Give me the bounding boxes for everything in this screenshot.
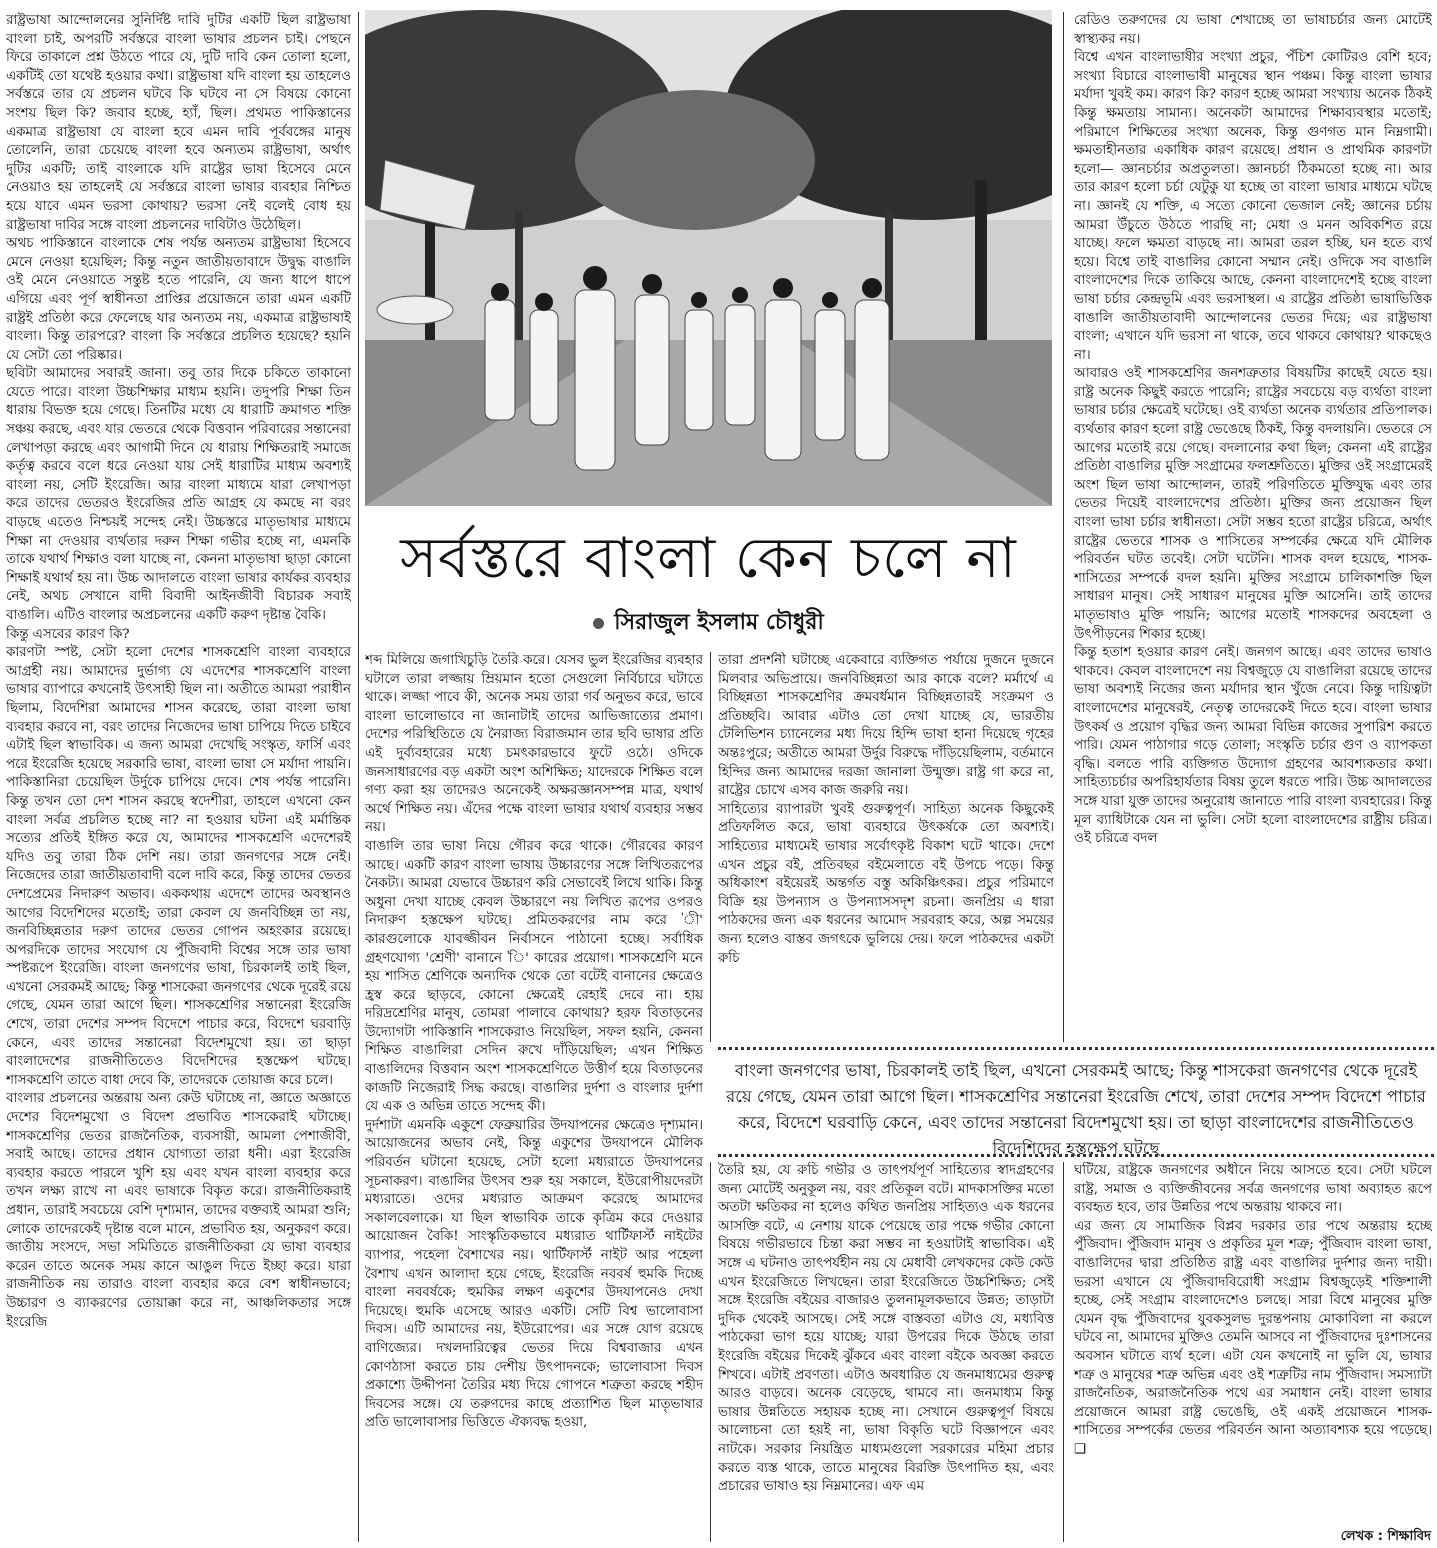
paragraph: শব্দ মিলিয়ে জগাখিচুড়ি তৈরি করে। যেসব ভুল ইংরেজির ব্যবহার ঘটালে তারা লজ্জায় ম্রিয়মান হতো সেগুলো নির্বিচারে ঘটাতে থাকে। লজ্জা পাবে কী, অনেক সময় তারা গর্ব অনুভব করে, ভাবে বাংলা ভালোভাবে না জানাটাই তাদের আভিজাত্যের প্রমাণ। দেশের পরিস্থিতিতে যে নৈরাজ্য বিরাজমান তার ছবি ভাষার প্রতি এই দুর্ব্যবহারের মধ্যে চমৎকারভাবে ফুটে ওঠে। ওদিকে জনসাধারণের বড় একটা অংশ অশিক্ষিত; যাদেরকে শিক্ষিত বলে গণ্য করা হয় তাদেরও অনেকেই অক্ষরজ্ঞানসম্পন্ন মাত্র, যথার্থ অর্থে শিক্ষিত নয়। এঁদের পক্ষে বাংলা ভাষার যথার্থ ব্যবহার সম্ভব নয়। [365, 653, 703, 836]
author-name: সিরাজুল ইসলাম চৌধুরী [614, 610, 824, 635]
paragraph: বাঙালি তার ভাষা নিয়ে গৌরব করে থাকে। গৌরবের কারণ আছে। একটি কারণ বাংলা ভাষায় উচ্চারণের সঙ্গে লিখিতরূপের নৈকট্য। আমরা যেভাবে উচ্চারণ করি সেভাবেই লিখে থাকি। কিন্তু অধুনা দেখা যাচ্ছে কেবল উচ্চারণে নয় লিখিত রূপের ওপরও নিদারুণ হস্তক্ষেপ ঘটছে। প্রমিতকরণের নাম করে 'ী' কারগুলোকে যাবজ্জীবন নির্বাসনে পাঠানো হচ্ছে। সর্বাধিক গ্রহণযোগ্য 'শ্রেণী' বানানে 'ি' কারের প্রয়োগ। শাসকশ্রেণি মনে হয় শাসিত শ্রেণিকে অন্যদিক থেকে তো বটেই বানানের ক্ষেত্রেও হ্রস্ব করে ছাড়বে, কোনো ক্ষেত্রেই রেহাই দেবে না। হায় দরিদ্রশ্রেণির মানুষ, তোমরা পালাবে কোথায়? হরফ বিতাড়নের উদ্যোগটা পাকিস্তানি শাসকেরাও নিয়েছিল, সফল হয়নি, কেননা শিক্ষিত বাঙালিরা সেদিন রুখে দাঁড়িয়েছিল; এখন শিক্ষিত বাঙালিদের বিত্তবান অংশ শাসকশ্রেণিতে উত্তীর্ণ হয়ে বিতাড়নের কাজটি নিজেরাই সিদ্ধ করছে। বাঙালির দুর্দশা ও বাংলার দুর্দশা যে এক ও অভিন্ন তাতে সন্দেহ কী। [365, 838, 703, 1115]
photo-icon [365, 10, 1052, 506]
paragraph: কারণটা স্পষ্ট, সেটা হলো দেশের শাসকশ্রেণি বাংলা ব্যবহারে আগ্রহী নয়। আমাদের দুর্ভাগ্য যে এদেশের শাসকশ্রেণি বাংলা ভাষার ব্যাপারে কখনোই উৎসাহী ছিল না। অতীতে আমরা পরাধীন ছিলাম, বিদেশিরা আমাদের শাসন করেছে, তারা বাংলা ভাষা ব্যবহার করবে না, বরং তাদের নিজেদের ভাষা চাপিয়ে দিতে চাইবে এটাই ছিল স্বাভাবিক। এ জন্য আমরা দেখেছি সংস্কৃত, ফার্সি এবং পরে ইংরেজি হয়েছে সরকারি ভাষা, বাংলা ভাষা সে মর্যাদা পায়নি। পাকিস্তানিরা চেয়েছিল উর্দুকে চাপিয়ে দেবে। শেষ পর্যন্ত পারেনি। কিন্তু তখন তো দেশ শাসন করছে স্বদেশীরা, তাহলে এখনো কেন বাংলা সর্বত্র প্রচলিত হচ্ছে না? না হওয়ার ঘটনা এই মর্মান্তিক সত্যের প্রতিই ইঙ্গিত করে যে, আমাদের শাসকশ্রেণি এদেশেরই যদিও তবু তারা ঠিক দেশি নয়। তারা জনগণের সঙ্গে নেই। নিজেদের তারা জাতীয়তাবাদী বলে দাবি করে, কিন্তু তাদের ভেতর দেশপ্রেমের নিদারুণ অভাব। এককথায় এদেশে তাদের অবস্থানও আগের বিদেশিদের মতোই; তারা কেবল যে জনবিচ্ছিন্ন তা নয়, জনবিচ্ছিন্নতার দরুণ তাদের ভেতর গোপন অহংকার রয়েছে। অপরদিকে তাদের সংযোগ যে পুঁজিবাদী বিশ্বের সঙ্গে তার ভাষা স্পষ্টরূপে ইংরেজি। বাংলা জনগণের ভাষা, চিরকালই তাই ছিল, এখনো সেরকমই আছে; কিন্তু শাসকেরা জনগণের থেকে দূরেই রয়ে গেছে, যেমন তারা আগে ছিল। শাসকশ্রেণির সন্তানেরা ইংরেজি শেখে, তারা দেশের সম্পদ বিদেশে পাচার করে, বিদেশে ঘরবাড়ি কেনে, এবং তাদের সন্তানেরা বিদেশমুখো হয়। তা ছাড়া বাংলাদেশের রাজনীতিতেও বিদেশিদের হস্তক্ষেপ ঘটছে। শাসকশ্রেণি তাতে বাধা দেবে কি, তাদেরকে তোয়াজ করে চলে। [6, 645, 351, 1088]
pull-quote: বাংলা জনগণের ভাষা, চিরকালই তাই ছিল, এখনো সেরকমই আছে; কিন্তু শাসকেরা জনগণের থেকে দূরেই রয়ে গেছে, যেমন তারা আগে ছিল। শাসকশ্রেণির সন্তানেরা ইংরেজি শেখে, তারা দেশের সম্পদ বিদেশে পাচার করে, বিদেশে ঘরবাড়ি কেনে, এবং তাদের সন্তানেরা বিদেশমুখো হয়। তা ছাড়া বাংলাদেশের রাজনীতিতেও বিদেশিদের হস্তক্ষেপ ঘটছে [718, 1047, 1434, 1157]
paragraph: কিন্তু এসবের কারণ কি? [6, 626, 130, 642]
column-3-bottom [718, 1162, 1054, 1542]
column-2 [365, 652, 703, 1542]
paragraph: অথচ পাকিস্তানে বাংলাকে শেষ পর্যন্ত অন্যতম রাষ্ট্রভাষা হিসেবে মেনে নেওয়া হয়েছিল; কিন্তু নতুন জাতীয়তাবাদে উদ্বুদ্ধ বাঙালি ওই মেনে নেওয়াতে সন্তুষ্ট হতে পারেনি, যে জন্য ধাপে ধাপে এগিয়ে এবং পূর্ণ স্বাধীনতা প্রাপ্তির প্রয়োজনে তারা এমন একটি রাষ্ট্রই প্রতিষ্ঠা করে ফেলেছে যার অন্যতম নয়, একমাত্র রাষ্ট্রভাষাই বাংলা। কিন্তু তারপরে? বাংলা কি সর্বস্তরে প্রচলিত হয়েছে? হয়নি যে সেটা তো পরিষ্কার। [6, 236, 351, 363]
column-divider [358, 12, 359, 1542]
column-3-top [718, 652, 1054, 1038]
paragraph: বাংলার প্রচলনের অন্তরায় অন্য কেউ ঘটাচ্ছে না, জ্ঞাতে অজ্ঞাতে দেশের বিদেশমুখো ও বিদেশ প্রভাবিত শাসকেরাই ঘটাচ্ছে। শাসকশ্রেণির ভেতর রাজনৈতিক, ব্যবসায়ী, আমলা পেশাজীবী, সবাই আছে। তাদের প্রধান যোগ্যতা তারা ধনী। এরা ইংরেজি ব্যবহার করতে পারলে খুশি হয় এবং যখন বাংলা ব্যবহার করে তখন লক্ষ্য রাখে না এবং ভাষাকে বিকৃত করে। রাজনীতিকরাই প্রধান, তারাই সবচেয়ে বেশি দৃশ্যমান, তাদের বক্তব্যই আমরা শুনি; লোকে তাদেরকেই দৃষ্টান্ত বলে মানে, প্রভাবিত হয়, অনুকরণ করে। জাতীয় সংসদে, সভা সমিতিতে রাজনীতিকরা যে ভাষা ব্যবহার করেন তাতে অনেক সময় কানে আঙুল দিতে ইচ্ছা করে। যারা রাজনীতিক নয় তারাও বাংলা ব্যবহার করে বেশ স্বাধীনভাবে; উচ্চারণ ও ব্যাকরণের তোয়াক্কা করে না, আঞ্চলিকতার সঙ্গে ইংরেজি [6, 1091, 351, 1330]
column-divider [1063, 1162, 1064, 1542]
column-1 [6, 12, 351, 1542]
paragraph: তারা প্রদর্শনী ঘটাচ্ছে একেবারে ব্যক্তিগত পর্যায়ে দুজনে দুজনে মিলবার অভিপ্রায়ে। জনবিচ্ছিন্নতা আর কাকে বলে? মর্মার্থে এ বিচ্ছিন্নতা শাসকশ্রেণির ক্রমবর্ধমান বিচ্ছিন্নতারই সংক্রমণ ও প্রতিচ্ছবি। আবার এটাও তো দেখা যাচ্ছে যে, ভারতীয় টেলিভিশন চ্যানেলের মধ্য দিয়ে হিন্দি ভাষা হানা দিয়েছে গৃহের অন্তঃপুরে; অতীতে আমরা উর্দুর বিরুদ্ধে দাঁড়িয়েছিলাম, বর্তমানে হিন্দির জন্য আমাদের দরজা জানালা উন্মুক্ত। রাষ্ট্র গা করে না, রাষ্ট্রের চোখে এসব কাজ জরুরি নয়। [718, 653, 1054, 799]
paragraph: এর জন্য যে সামাজিক বিপ্লব দরকার তার পথে অন্তরায় হচ্ছে পুঁজিবাদ। পুঁজিবাদ মানুষ ও প্রকৃতির মূল শত্রু; পুঁজিবাদ বাংলা ভাষা, বাঙালিদের দ্বারা প্রতিষ্ঠিত রাষ্ট্র এবং বাঙালির দুর্দশার জন্য দায়ী। ভরসা এখানে যে পুঁজিবাদবিরোধী সংগ্রাম বিশ্বজুড়েই শক্তিশালী হচ্ছে, সেই সংগ্রাম বাংলাদেশেও চলছে। সারা বিশ্বে মানুষের মুক্তি যেমন বৃদ্ধ পুঁজিবাদের যুবকসুলভ দুরন্তপনায় মোকাবিলা না করলে ঘটবে না, আমাদের মুক্তিও তেমনি আসবে না পুঁজিবাদের দুঃশাসনের অবসান ঘটাতে ব্যর্থ হলে। এটা যেন কখনোই না ভুলি যে, ভাষার শত্রু ও মানুষের শত্রু অভিন্ন এবং ওই শত্রুটির নাম পুঁজিবাদ। সমস্যাটা রাজনৈতিক, অরাজনৈতিক পথে এর সমাধান নেই। বাংলা ভাষার প্রয়োজনে আমরা রাষ্ট্র ভেঙেছি, ওই একই প্রয়োজনে শাসক-শাসিতের সম্পর্কের ভেতর পরিবর্তন আনা অত্যাবশ্যক হয়ে পড়েছে। ❏ [1074, 1218, 1432, 1457]
paragraph: কিন্তু হতাশ হওয়ার কারণ নেই। জনগণ আছে। এবং তাদের ভাষাও থাকবে। কেবল বাংলাদেশে নয় বিশ্বজুড়ে যে বাঙালিরা রয়েছে তাদের ভাষা অবশ্যই নিজের জন্য মর্যাদার স্থান খুঁজে নেবে। কিন্তু দায়িত্বটা বাংলাদেশের মানুষেরই, নেতৃত্ব তাদেরকেই দিতে হবে। বাংলা ভাষার উৎকর্ষ ও প্রয়োগ বৃদ্ধির জন্য আমরা বিভিন্ন কাজের সুপারিশ করতে পারি। যেমন পাঠাগার গড়ে তোলা; সংস্কৃতি চর্চার গুণ ও ব্যাপকতা বৃদ্ধি। বলতে পারি ব্যক্তিগত উদ্যোগ গ্রহণের আবশ্যকতার কথা। সাহিত্যচর্চার অপরিহার্যতার বিষয় তুলে ধরতে পারি। উচ্চ আদালতের সঙ্গে যারা যুক্ত তাদের অনুরোধ জানাতে পারি বাংলা ব্যবহারের। কিন্তু মূল ব্যাধিটাকে যেন না ভুলি। সেটা হলো বাংলাদেশের রাষ্ট্রীয় চরিত্র। ওই চরিত্রে বদল [1074, 645, 1432, 847]
paragraph: রেডিও তরুণদের যে ভাষা শেখাচ্ছে তা ভাষাচর্চার জন্য মোটেই স্বাস্থ্যকর নয়। [1074, 13, 1432, 47]
paragraph: রাষ্ট্রভাষা আন্দোলনের সুনির্দিষ্ট দাবি দুটির একটি ছিল রাষ্ট্রভাষা বাংলা চাই, অপরটি সর্বস্তরে বাংলা ভাষার প্রচলন চাই। পেছনে ফিরে তাকালে প্রশ্ন উঠতে পারে যে, দুটি দাবি কেন তোলা হলো, একটিই তো যথেষ্ট হওয়ার কথা। রাষ্ট্রভাষা যদি বাংলা হয় তাহলেও সর্বস্তরে তার যে প্রচলন ঘটবে কি ঘটবে না সে বিষয়ে কোনো সংশয় ছিল কি? জবাব হচ্ছে, হ্যাঁ, ছিল। প্রথমত পাকিস্তানের একমাত্র রাষ্ট্রভাষা যে বাংলা হবে এমন দাবি পূর্ববঙ্গের মানুষ তোলেনি, তারা চেয়েছে বাংলা হবে অন্যতম রাষ্ট্রভাষা, অর্থাৎ দুটির একটি; তাই বাংলাকে যদি রাষ্ট্রের ভাষা হিসেবে মেনে নেওয়াও হয় তাহলেই যে সর্বস্তরে বাংলা ভাষার ব্যবহার নিশ্চিত হয়ে যাবে এমন ভরসা কোথায়? ভরসা নেই বলেই বোধ হয় রাষ্ট্রভাষা দাবির সঙ্গে বাংলা প্রচলনের দাবিটাও উঠেছিল। [6, 13, 351, 233]
bullet-icon [593, 618, 604, 629]
column-divider [1063, 12, 1064, 1042]
headline: সর্বস্তরে বাংলা কেন চলে না [400, 526, 1017, 591]
paragraph: আবারও ওই শাসকশ্রেণির জনশত্রুতার বিষয়টির কাছেই যেতে হয়। রাষ্ট্র অনেক কিছুই করতে পারেনি; রাষ্ট্রের সবচেয়ে বড় ব্যর্থতা বাংলা ভাষার চর্চার ক্ষেত্রেই ঘটেছে। ওই ব্যর্থতা অনেক ব্যর্থতার প্রতিপালক। ব্যর্থতার কারণ হলো রাষ্ট্র ভেঙেছে ঠিকই, কিন্তু বদলায়নি। ভেতরে সে আগের মতোই রয়ে গেছে। বদলানোর কথা ছিল; কেননা এই রাষ্ট্রের প্রতিষ্ঠা বাঙালির মুক্তি সংগ্রামের ফলশ্রুতিতে। মুক্তির ওই সংগ্রামেরই অংশ ছিল ভাষা আন্দোলন, তারই পরিণতিতে মুক্তিযুদ্ধ এবং তার ভেতর দিয়েই বাংলাদেশের প্রতিষ্ঠা। মুক্তির জন্য প্রয়োজন ছিল বাংলা ভাষা চর্চার স্বাধীনতা। সেটা সম্ভব হতো রাষ্ট্রের চরিত্রে, অর্থাৎ রাষ্ট্রের ভেতরে শাসক ও শাসিতের সম্পর্কের ক্ষেত্রে যদি মৌলিক পরিবর্তন ঘটত তবেই। সেটা ঘটেনি। শাসক বদল হয়েছে, শাসক-শাসিতের সম্পর্কে বদল হয়নি। মুক্তির সংগ্রামে চালিকাশক্তি ছিল সাধারণ মানুষ। সেই সাধারণ মানুষের মুক্তি আসেনি। তাই তাদের মাতৃভাষাও মুক্তি পায়নি; আগের মতোই শাসকদের অবহেলা ও উৎপীড়নের শিকার হচ্ছে। [1074, 366, 1432, 642]
paragraph: সাহিত্যের ব্যাপারটা খুবই গুরুত্বপূর্ণ। সাহিত্য অনেক কিছুকেই প্রতিফলিত করে, ভাষা ব্যবহারে উৎকর্ষকে তো অবশ্যই। সাহিত্যের মাধ্যমেই ভাষার সর্বোৎকৃষ্ট বিকাশ ঘটে থাকে। দেশে এখন প্রচুর বই, প্রতিবছর বইমেলাতে বই উপচে পড়ে। কিন্তু অধিকাংশ বইয়েরই অন্তর্গত বস্তু অকিঞ্চিৎকর। প্রচুর পরিমাণে বিক্রি হয় উপন্যাস ও উপন্যাসসদৃশ রচনা। জনপ্রিয় এ ধারা পাঠকদের জন্য এক ধরনের আমোদ সরবরাহ করে, অল্প সময়ের জন্য হলেও বাস্তব জগৎকে ভুলিয়ে দেয়। ফলে পাঠকদের একটা রুচি [718, 801, 1054, 966]
column-divider [710, 652, 711, 1042]
paragraph: বিশ্বে এখন বাংলাভাষীর সংখ্যা প্রচুর, পঁচিশ কোটিরও বেশি হবে; সংখ্যা বিচারে বাংলাভাষী মানুষের স্থান পঞ্চম। কিন্তু বাংলা ভাষার মর্যাদা খুবই কম। কারণ কি? কারণ হচ্ছে আমরা সংখ্যায় অনেক ঠিকই কিন্তু ক্ষমতায় সামান্য। অনেকটা আমাদের শিক্ষাব্যবস্থার মতোই; পরিমাণে শিক্ষিতের সংখ্যা অনেক, কিন্তু গুণগত মান নিম্নগামী। ক্ষমতাহীনতার একাধিক কারণ রয়েছে। প্রধান ও প্রাথমিক কারণটা হলো— জ্ঞানচর্চার অপ্রতুলতা। জ্ঞানচর্চা ঠিকমতো হচ্ছে না। আর তার কারণ হলো চর্চা যেটুকু যা হচ্ছে তা বাংলা ভাষার মাধ্যমে ঘটছে না। জ্ঞানই যে শক্তি, এ সত্যে কোনো ভেজাল নেই; জ্ঞানের চর্চায় আমরা উঁচুতে উঠতে পারছি না; মেধা ও মনন অবিকশিত রয়ে যাচ্ছে। ফলে ক্ষমতা বাড়ছে না। আমরা তরল হচ্ছি, ঘন হতে ব্যর্থ হয়ে। বিশ্বে তাই বাঙালির কোনো সম্মান নেই। ওদিকে সব বাঙালি বাংলাদেশের দিকে তাকিয়ে আছে, কেননা বাংলাদেশেই হচ্ছে বাংলা ভাষা চর্চার কেন্দ্রভূমি এবং ভরসাস্থল। এ রাষ্ট্রের প্রতিষ্ঠা ভাষাভিত্তিক বাঙালি জাতীয়তাবাদী আন্দোলনের ভেতর দিয়ে; এর রাষ্ট্রভাষা বাংলা; এখানে যদি ভরসা না থাকে, তবে থাকবে কোথায়? থাকছেও না। [1074, 50, 1432, 363]
column-divider [710, 1162, 711, 1542]
byline [365, 605, 1052, 642]
paragraph: তৈরি হয়, যে রুচি গভীর ও তাৎপর্যপূর্ণ সাহিত্যের স্বাদগ্রহণের জন্য মোটেই অনুকূল নয়, বরং প্রতিকূল বটে। মাদকাসক্তির মতো অতটা ক্ষতিকর না হলেও কথিত জনপ্রিয় সাহিত্যও এক ধরনের আসক্তি বটে, এ নেশায় যাকে পেয়েছে তার পক্ষে গভীর কোনো বিষয়ে গভীরভাবে চিন্তা করা সম্ভব না হওয়াটাই স্বাভাবিক। এই সঙ্গে এ ঘটনাও তাৎপর্যহীন নয় যে মেধাবী লেখকদের কেউ কেউ এখন ইংরেজিতে লিখছেন। তারা ইংরেজিতে উচ্চশিক্ষিত; সেই সঙ্গে ইংরেজি বইয়ের বাজারও তুলনামূলকভাবে উন্নত; তাড়াটা দুদিক থেকেই আসছে। সেই সঙ্গে বাস্তবতা এটাও যে, মধ্যবিত্ত পাঠকেরা ভাগ হয়ে যাচ্ছে; যারা উপরের দিকে উঠছে তারা ইংরেজি বইয়ের দিকেই ঝুঁকবে এবং বাংলা বইকে অবজ্ঞা করতে শিখবে। এটাই প্রবণতা। এটাও অবধারিত যে জনমাধ্যমের গুরুত্ব আরও বাড়বে। অনেক বেড়েছে, থামবে না। জনমাধ্যম কিন্তু ভাষার উন্নতিতে সহায়ক হচ্ছে না। সেখানে গুরুত্বপূর্ণ বিষয়ে আলোচনা তো হয়ই না, ভাষা বিকৃতি ঘটে বিজ্ঞাপনে এবং নাটকে। সরকার নিয়ন্ত্রিত মাধ্যমগুলো সরকারের মহিমা প্রচার করতে ব্যস্ত থাকে, তাতে মানুষের বিরক্তি উৎপাদিত হয়, এবং প্রচারের ভাষাও হয় নিম্নমানের। এফ এম [718, 1163, 1054, 1495]
news-photo [365, 10, 1052, 506]
column-4-top [1074, 12, 1432, 1038]
paragraph: ছবিটা আমাদের সবারই জানা। তবু তার দিকে চকিতে তাকানো যেতে পারে। বাংলা উচ্চশিক্ষার মাধ্যম হয়নি। তদুপরি শিক্ষা তিন ধারায় বিভক্ত হয়ে গেছে। তিনটির মধ্যে যে ধারাটি ক্রমাগত শক্তি সঞ্চয় করছে, এবং যার ভেতরে থেকে বিত্তবান পরিবারের সন্তানেরা লেখাপড়া করছে এবং আগামী দিনে যে ধারায় শিক্ষিতরাই সমাজে কর্তৃত্ব করবে বলে ধরে নেওয়া যায় সেই ধারাটির মাধ্যম অবশ্যই বাংলা নয়, সেটি ইংরেজি। আর বাংলা মাধ্যমে যারা লেখাপড়া করে তাদের ভেতরও ইংরেজির প্রতি আগ্রহ যে কমছে না বরং বাড়ছে এতেও নিশ্চয়ই সন্দেহ নেই। উচ্চস্তরে মাতৃভাষার মাধ্যমে শিক্ষা না দেওয়ার ব্যর্থতার দরুন শিক্ষা গভীর হচ্ছে না, এমনকি তাকে যথার্থ শিক্ষাও বলা যাচ্ছে না, কেননা মাতৃভাষা ছাড়া কোনো শিক্ষাই যথার্থ হয় না। উচ্চ আদালতে বাংলা ভাষার কার্যকর ব্যবহার নেই, অথচ সেখানে বাদী বিবাদী আইনজীবী বিচারক সবাই বাঙালি। এটিও বাংলার অপ্রচলনের একটি করুণ দৃষ্টান্ত বৈকি। [6, 366, 351, 623]
column-4-bottom [1074, 1162, 1432, 1522]
paragraph: দুর্দশাটা এমনকি একুশে ফেব্রুয়ারির উদযাপনের ক্ষেত্রেও দৃশ্যমান। আয়োজনের অভাব নেই, কিন্তু একুশের উদযাপনে মৌলিক পরিবর্তন ঘটানো হয়েছে, সেটা হলো মধ্যরাতে উদযাপনের সূচনাকরণ। বাঙালির উৎসব শুরু হয় সকালে, ইউরোপীয়দেরটা মধ্যরাতে। ওদের মধ্যরাত আক্রমণ করেছে আমাদের সকালবেলাকে। যা ছিল স্বাভাবিক তাকে কৃত্রিম করে দেওয়ার আয়োজন বৈকি! সাংস্কৃতিকভাবে মধ্যরাত থার্টিফার্স্ট নাইটের ব্যাপার, পহেলা বৈশাখের নয়। থার্টিফার্স্ট নাইট আর পহেলা বৈশাখ এখন আলাদা হয়ে গেছে, ইংরেজি নববর্ষ হুমকি দিচ্ছে বাংলা নববর্ষকে; হুমকির লক্ষণ একুশের উদযাপনেও দেখা দিয়েছে। হুমকি এসেছে আরও একটি। সেটি বিশ্ব ভালোবাসা দিবস। এটি আমাদের নয়, ইউরোপের। এর সঙ্গে যোগ রয়েছে বাণিজ্যের। দখলদারিত্বের ভেতর দিয়ে বিশ্ববাজার এখন কোণঠাসা করতে চায় দেশীয় উৎপাদনকে; ভালোবাসা দিবস প্রকাশ্যে উদ্দীপনা তৈরির মধ্য দিয়ে গোপনে শত্রুতা করছে শহীদ দিবসের সঙ্গে। যে তরুণদের কাছে প্রত্যাশিত ছিল মাতৃভাষার প্রতি ভালোবাসার ভিত্তিতে ঐক্যবদ্ধ হওয়া, [365, 1117, 703, 1431]
author-credit: লেখক : শিক্ষাবিদ [1340, 1529, 1431, 1544]
paragraph: ঘটিয়ে, রাষ্ট্রকে জনগণের অধীনে নিয়ে আসতে হবে। সেটা ঘটলে রাষ্ট্র, সমাজ ও ব্যক্তিজীবনের সর্বত্র জনগণের ভাষা অব্যাহত রূপে ব্যবহৃত হবে, তার উন্নতির পথে অন্তরায় থাকবে না। [1074, 1163, 1432, 1216]
